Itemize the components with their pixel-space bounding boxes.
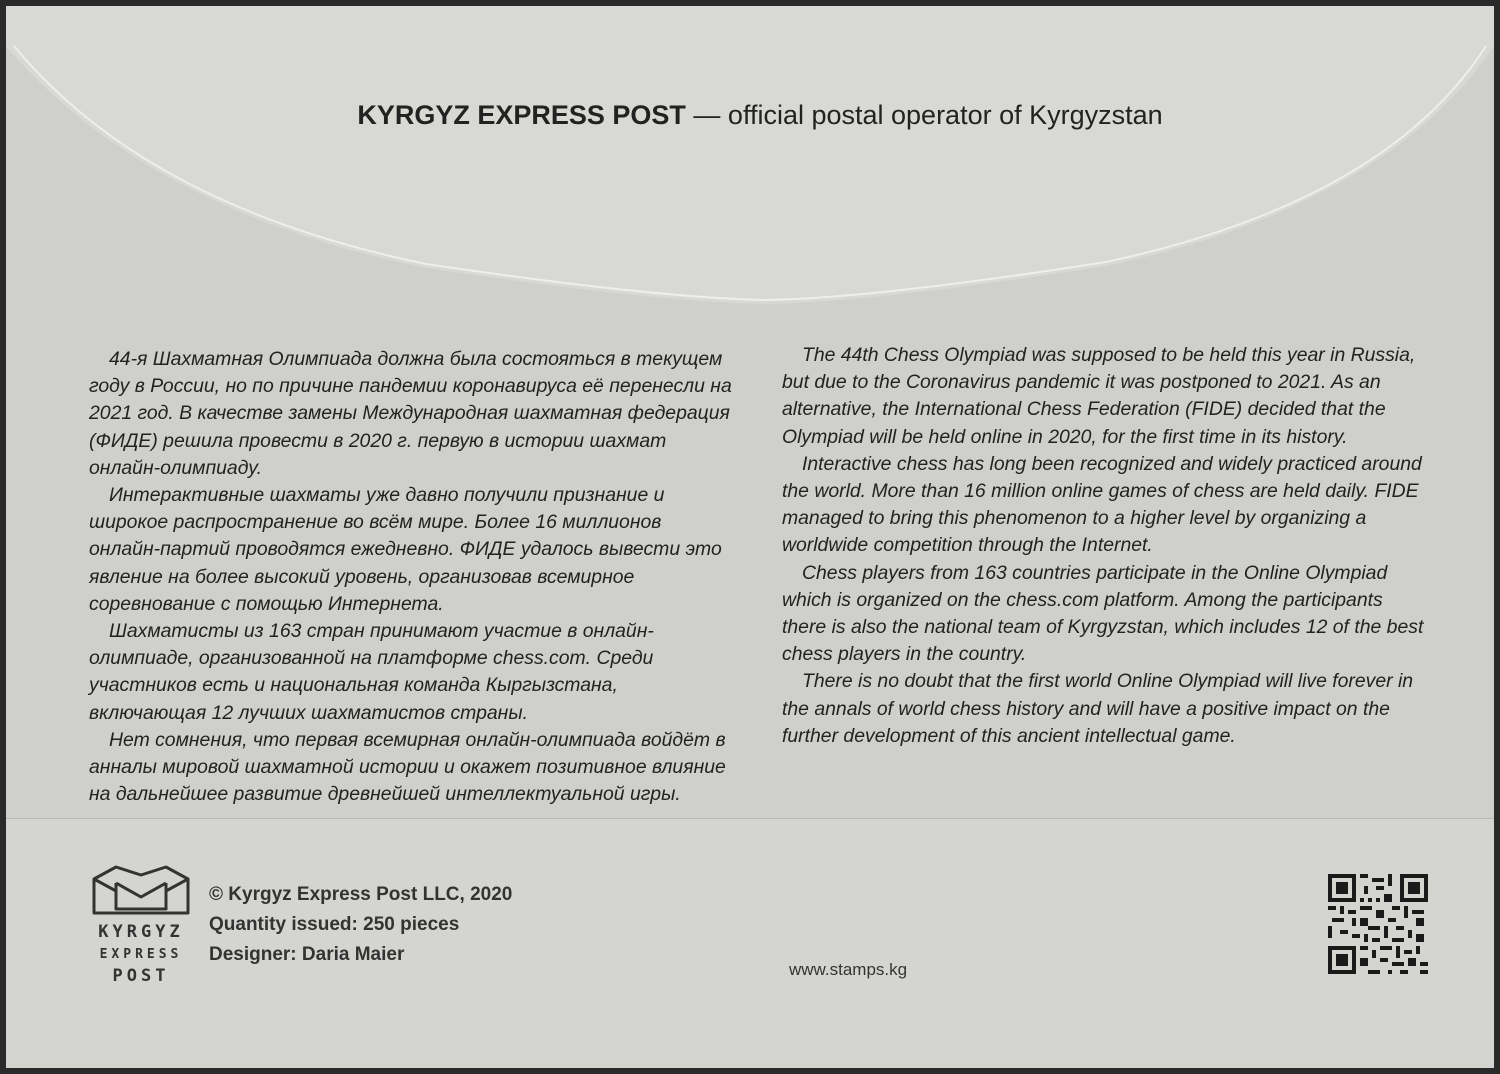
copyright-text: © Kyrgyz Express Post LLC, 2020 xyxy=(209,884,513,905)
paragraph: The 44th Chess Olympiad was supposed to be held this year in Russia, but due to the Coronavirus pandemic it was postponed to 2021. As an alternative, the International Chess Federation (FIDE) decided that the Olympiad will be held online in 2020, for the first time in its history. xyxy=(782,344,1416,448)
paragraph: Chess players from 163 countries participate in the Online Olympiad which is organized on the chess.com platform. Among the participants there is also the national team of Kyrgyzstan, which includes 12 of the best chess players in the country. xyxy=(782,561,1424,666)
quantity-text: Quantity issued: 250 pieces xyxy=(209,914,460,935)
paragraph: 44-я Шахматная Олимпиада должна была состояться в текущем году в России, но по причине пандемии коронавируса её перенесли на 2021 год. В качестве замены Международная шахматная федерация (ФИДЕ) решила провести в 2020 г. первую в истории шахмат онлайн-олимпиаду. xyxy=(89,348,732,479)
page-title xyxy=(6,100,1494,131)
paragraph: Шахматисты из 163 стран принимают участие в онлайн-олимпиаде, организованной на платформе chess.com. Среди участников есть и национальная команда Кыргызстана, включающая 12 лучших шахматистов страны. xyxy=(89,620,654,724)
paragraph: Interactive chess has long been recognized and widely practiced around the world. More than 16 million online games of chess are held daily. FIDE managed to bring this phenomenon to a higher level by organizing a worldwide competition through the Internet. xyxy=(782,452,1422,557)
english-text-column xyxy=(782,342,1432,750)
logo-text-post: POST xyxy=(112,966,170,986)
brand-name: KYRGYZ EXPRESS POST xyxy=(357,100,686,130)
qr-code-icon[interactable] xyxy=(1328,874,1428,974)
paragraph: Нет сомнения, что первая всемирная онлайн-олимпиада войдёт в анналы мировой шахматной истории и окажет позитивное влияние на дальнейшее развитие древнейшей интеллектуальной игры. xyxy=(89,728,726,806)
tagline: — official postal operator of Kyrgyzstan xyxy=(685,100,1163,130)
logo-text-kyrgyz: KYRGYZ xyxy=(98,922,184,942)
logo-text-express: EXPRESS xyxy=(99,947,183,962)
website-link[interactable]: www.stamps.kg xyxy=(789,960,908,979)
envelope-back xyxy=(6,6,1494,1068)
designer-text: Designer: Daria Maier xyxy=(209,944,405,965)
imprint-block xyxy=(209,880,512,970)
paragraph: There is no doubt that the first world Online Olympiad will live forever in the annals of world chess history and will have a positive impact on the further development of this ancient intellectual game. xyxy=(782,670,1414,747)
paragraph: Интерактивные шахматы уже давно получили признание и широкое распространение во всём мире. Более 16 миллионов онлайн-партий проводятся ежедневно. ФИДЕ удалось вывести это явление на более высокий уровень, организовав всемирное соревнование с помощью Интернета. xyxy=(89,484,722,615)
russian-text-column xyxy=(89,346,734,808)
envelope-logo-icon xyxy=(86,861,196,921)
